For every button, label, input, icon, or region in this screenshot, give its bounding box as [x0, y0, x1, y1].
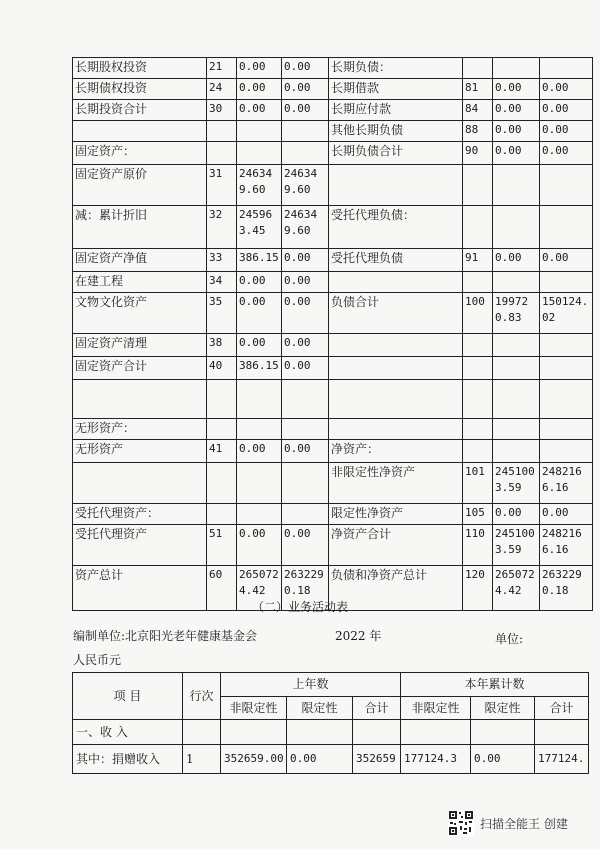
liability-begin: 0.00 [493, 142, 540, 165]
liability-name: 受托代理负债： [329, 206, 463, 249]
asset-name: 无形资产 [73, 440, 207, 463]
asset-end [282, 463, 329, 504]
liability-begin: 0.00 [493, 249, 540, 272]
header-this-restricted: 限定性 [471, 696, 535, 720]
last-unrestricted [221, 720, 287, 745]
liability-line [463, 165, 493, 206]
liability-name: 长期负债： [329, 58, 463, 79]
liability-name [329, 357, 463, 380]
asset-end: 0.00 [282, 334, 329, 357]
asset-line [207, 380, 237, 419]
asset-begin: 386.15 [237, 249, 282, 272]
asset-line [207, 121, 237, 142]
asset-end: 0.00 [282, 440, 329, 463]
this-restricted: 0.00 [471, 745, 535, 774]
liability-line [463, 58, 493, 79]
liability-end: 2482166.16 [540, 525, 593, 566]
balance-row [73, 206, 593, 249]
asset-line [207, 504, 237, 525]
last-total [353, 720, 401, 745]
liability-line [463, 440, 493, 463]
balance-row [73, 504, 593, 525]
liability-begin [493, 206, 540, 249]
liability-name [329, 419, 463, 440]
asset-name: 长期股权投资 [73, 58, 207, 79]
liability-name: 负债合计 [329, 293, 463, 334]
liability-line [463, 334, 493, 357]
qr-code-icon [448, 810, 474, 836]
asset-begin: 0.00 [237, 525, 282, 566]
asset-begin: 386.15 [237, 357, 282, 380]
liability-name [329, 165, 463, 206]
header-this-unrestricted: 非限定性 [401, 696, 471, 720]
liability-line: 100 [463, 293, 493, 334]
liability-end: 0.00 [540, 100, 593, 121]
last-restricted [287, 720, 353, 745]
asset-name: 固定资产清理 [73, 334, 207, 357]
asset-end: 0.00 [282, 79, 329, 100]
asset-line: 60 [207, 566, 237, 611]
liability-line: 88 [463, 121, 493, 142]
asset-begin: 2650724.42 [237, 566, 282, 611]
asset-line: 30 [207, 100, 237, 121]
asset-line [207, 142, 237, 165]
liability-begin: 2650724.42 [493, 566, 540, 611]
liability-end: 0.00 [540, 249, 593, 272]
activity-header-row-1 [73, 673, 589, 697]
liability-end: 150124.02 [540, 293, 593, 334]
asset-begin: 0.00 [237, 440, 282, 463]
asset-end [282, 142, 329, 165]
liability-end: 0.00 [540, 121, 593, 142]
liability-name [329, 334, 463, 357]
asset-begin [237, 419, 282, 440]
liability-line: 101 [463, 463, 493, 504]
asset-end: 0.00 [282, 100, 329, 121]
liability-line [463, 357, 493, 380]
liability-begin: 199720.83 [493, 293, 540, 334]
asset-end: 0.00 [282, 272, 329, 293]
asset-begin [237, 463, 282, 504]
balance-row [73, 357, 593, 380]
unit-label: 单位: [495, 632, 524, 646]
asset-begin [237, 504, 282, 525]
balance-row [73, 419, 593, 440]
asset-line: 24 [207, 79, 237, 100]
liability-line: 90 [463, 142, 493, 165]
liability-begin [493, 380, 540, 419]
liability-name: 负债和净资产总计 [329, 566, 463, 611]
asset-begin: 0.00 [237, 79, 282, 100]
balance-row [73, 79, 593, 100]
asset-line: 31 [207, 165, 237, 206]
this-restricted [471, 720, 535, 745]
liability-end [540, 357, 593, 380]
asset-end: 2632290.18 [282, 566, 329, 611]
watermark-text: 扫描全能王 创建 [480, 816, 568, 831]
this-total [535, 720, 589, 745]
liability-begin [493, 357, 540, 380]
liability-name: 净资产： [329, 440, 463, 463]
liability-end [540, 58, 593, 79]
asset-line: 38 [207, 334, 237, 357]
liability-end [540, 272, 593, 293]
asset-begin: 0.00 [237, 100, 282, 121]
last-total: 352659 [353, 745, 401, 774]
asset-end: 0.00 [282, 525, 329, 566]
liability-end [540, 440, 593, 463]
asset-name: 固定资产净值 [73, 249, 207, 272]
liability-line: 84 [463, 100, 493, 121]
asset-name: 文物文化资产 [73, 293, 207, 334]
liability-line: 105 [463, 504, 493, 525]
last-unrestricted: 352659.00 [221, 745, 287, 774]
asset-line: 40 [207, 357, 237, 380]
asset-line [207, 419, 237, 440]
balance-sheet-table [72, 57, 593, 611]
header-this-total: 合计 [535, 696, 589, 720]
asset-name: 长期投资合计 [73, 100, 207, 121]
liability-line [463, 206, 493, 249]
asset-begin: 0.00 [237, 334, 282, 357]
asset-begin: 245963.45 [237, 206, 282, 249]
report-year: 2022 年 [335, 629, 382, 643]
asset-name: 固定资产合计 [73, 357, 207, 380]
asset-name: 长期债权投资 [73, 79, 207, 100]
liability-begin: 0.00 [493, 121, 540, 142]
activity-item: 一、收 入 [73, 720, 183, 745]
liability-line: 110 [463, 525, 493, 566]
balance-row [73, 58, 593, 79]
activity-line: 1 [183, 745, 221, 774]
this-total: 177124. [535, 745, 589, 774]
liability-begin: 0.00 [493, 100, 540, 121]
header-this-year: 本年累计数 [401, 673, 589, 697]
liability-end [540, 206, 593, 249]
liability-name: 受托代理负债 [329, 249, 463, 272]
asset-name: 在建工程 [73, 272, 207, 293]
liability-name: 其他长期负债 [329, 121, 463, 142]
activity-line [183, 720, 221, 745]
liability-line: 120 [463, 566, 493, 611]
liability-end [540, 334, 593, 357]
liability-begin [493, 419, 540, 440]
balance-row [73, 463, 593, 504]
liability-name [329, 272, 463, 293]
last-restricted: 0.00 [287, 745, 353, 774]
asset-line: 33 [207, 249, 237, 272]
liability-begin [493, 165, 540, 206]
asset-end: 0.00 [282, 357, 329, 380]
activity-row [73, 745, 589, 774]
asset-end: 0.00 [282, 58, 329, 79]
this-unrestricted: 177124.3 [401, 745, 471, 774]
header-line: 行次 [183, 673, 221, 720]
activity-row [73, 720, 589, 745]
asset-name [73, 121, 207, 142]
asset-name: 无形资产： [73, 419, 207, 440]
liability-end: 2482166.16 [540, 463, 593, 504]
header-last-total: 合计 [353, 696, 401, 720]
liability-line: 81 [463, 79, 493, 100]
asset-line: 21 [207, 58, 237, 79]
section-title: （二）业务活动表 [251, 600, 348, 614]
liability-end: 0.00 [540, 79, 593, 100]
header-item: 项 目 [73, 673, 183, 720]
asset-name [73, 463, 207, 504]
balance-row [73, 121, 593, 142]
liability-end [540, 419, 593, 440]
asset-end: 246349.60 [282, 165, 329, 206]
asset-name: 减：累计折旧 [73, 206, 207, 249]
liability-end [540, 380, 593, 419]
asset-line [207, 463, 237, 504]
asset-name: 受托代理资产： [73, 504, 207, 525]
currency-label: 人民币元 [73, 653, 122, 667]
asset-line: 35 [207, 293, 237, 334]
asset-begin [237, 121, 282, 142]
liability-line [463, 419, 493, 440]
activity-table [72, 672, 589, 774]
liability-name: 净资产合计 [329, 525, 463, 566]
liability-name: 限定性净资产 [329, 504, 463, 525]
asset-line: 34 [207, 272, 237, 293]
header-last-year: 上年数 [221, 673, 401, 697]
liability-name: 长期借款 [329, 79, 463, 100]
header-last-unrestricted: 非限定性 [221, 696, 287, 720]
liability-begin: 2451003.59 [493, 463, 540, 504]
asset-begin: 0.00 [237, 272, 282, 293]
this-unrestricted [401, 720, 471, 745]
liability-name [329, 380, 463, 419]
asset-begin: 0.00 [237, 58, 282, 79]
liability-begin [493, 440, 540, 463]
balance-row [73, 334, 593, 357]
watermark [448, 810, 568, 836]
liability-end: 0.00 [540, 142, 593, 165]
liability-name: 长期负债合计 [329, 142, 463, 165]
asset-name [73, 380, 207, 419]
liability-end [540, 165, 593, 206]
asset-end [282, 121, 329, 142]
balance-row [73, 272, 593, 293]
liability-begin: 0.00 [493, 79, 540, 100]
balance-row [73, 440, 593, 463]
liability-end: 2632290.18 [540, 566, 593, 611]
liability-end: 0.00 [540, 504, 593, 525]
balance-row [73, 293, 593, 334]
asset-end [282, 419, 329, 440]
asset-end: 0.00 [282, 249, 329, 272]
asset-line: 32 [207, 206, 237, 249]
asset-line: 41 [207, 440, 237, 463]
asset-name: 固定资产原价 [73, 165, 207, 206]
liability-name: 长期应付款 [329, 100, 463, 121]
activity-item: 其中：捐赠收入 [73, 745, 183, 774]
asset-begin [237, 380, 282, 419]
balance-row [73, 165, 593, 206]
asset-end [282, 380, 329, 419]
balance-row [73, 100, 593, 121]
asset-name: 资产总计 [73, 566, 207, 611]
compiling-unit: 编制单位:北京阳光老年健康基金会 [73, 629, 258, 643]
asset-begin: 246349.60 [237, 165, 282, 206]
liability-begin: 2451003.59 [493, 525, 540, 566]
liability-line [463, 380, 493, 419]
header-last-restricted: 限定性 [287, 696, 353, 720]
liability-begin: 0.00 [493, 504, 540, 525]
asset-end: 246349.60 [282, 206, 329, 249]
asset-end [282, 504, 329, 525]
asset-begin: 0.00 [237, 293, 282, 334]
liability-name: 非限定性净资产 [329, 463, 463, 504]
liability-begin [493, 58, 540, 79]
liability-begin [493, 272, 540, 293]
liability-line: 91 [463, 249, 493, 272]
balance-row [73, 525, 593, 566]
liability-begin [493, 334, 540, 357]
balance-row [73, 380, 593, 419]
liability-line [463, 272, 493, 293]
asset-begin [237, 142, 282, 165]
balance-row [73, 142, 593, 165]
asset-name: 固定资产： [73, 142, 207, 165]
asset-end: 0.00 [282, 293, 329, 334]
balance-row [73, 249, 593, 272]
asset-name: 受托代理资产 [73, 525, 207, 566]
asset-line: 51 [207, 525, 237, 566]
